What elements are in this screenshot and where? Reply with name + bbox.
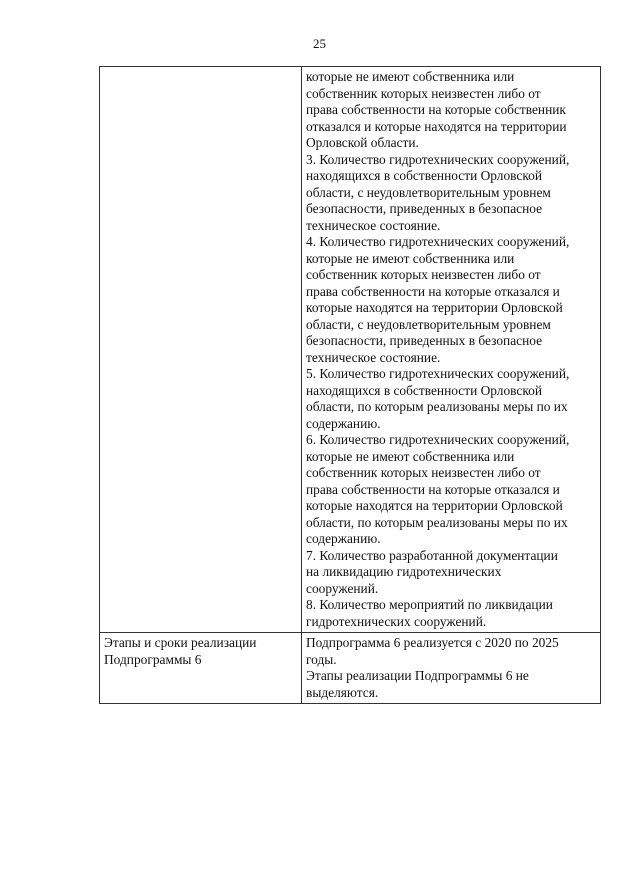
cell-text-line: Орловской области. xyxy=(306,135,419,150)
cell-text-line: собственник которых неизвестен либо от xyxy=(306,465,541,480)
cell-text-line: Подпрограмма 6 реализуется с 2020 по 2025 xyxy=(306,635,559,650)
cell-text-line: которые не имеют собственника или xyxy=(306,250,515,266)
cell-text-line: техническое состояние. xyxy=(306,349,441,365)
row-label-cell xyxy=(100,67,302,633)
row-label-cell xyxy=(100,633,302,704)
cell-text-line: на ликвидацию гидротехнических xyxy=(306,564,502,579)
cell-text-line: безопасности, приведенных в безопасное xyxy=(306,201,543,216)
cell-text-line: 6. Количество гидротехнических сооружений, xyxy=(306,432,570,447)
table-row-indicators xyxy=(100,67,601,633)
cell-text-line: области, по которым реализованы меры по их xyxy=(306,514,568,530)
cell-text-line: области, с неудовлетворительным уровнем xyxy=(306,184,551,200)
cell-text-line: которые не имеют собственника или xyxy=(306,448,515,464)
cell-text-line: области, с неудовлетворительным уровнем xyxy=(306,316,551,332)
cell-text-line: Подпрограммы 6 xyxy=(104,651,202,667)
cell-text-line: отказался и которые находятся на территории xyxy=(306,118,567,134)
cell-text-line: находящихся в собственности Орловской xyxy=(306,168,543,183)
cell-text-line: выделяются. xyxy=(306,684,379,700)
cell-text-line: Этапы и сроки реализации xyxy=(104,635,257,650)
cell-text-line: 8. Количество мероприятий по ликвидации xyxy=(306,597,553,612)
cell-text-line: техническое состояние. xyxy=(306,217,441,233)
cell-text-line: находящихся в собственности Орловской xyxy=(306,382,543,398)
row-content-cell xyxy=(302,633,601,704)
cell-text-line: годы. xyxy=(306,651,337,667)
cell-text-line: 5. Количество гидротехнических сооружений, xyxy=(306,366,570,381)
page-number: 25 xyxy=(313,36,326,51)
cell-text-line: 3. Количество гидротехнических сооружений, xyxy=(306,151,570,167)
cell-text-line: права собственности на которые отказался и xyxy=(306,481,560,497)
cell-text-line: 4. Количество гидротехнических сооружений, xyxy=(306,234,570,249)
cell-text-line: области, по которым реализованы меры по их xyxy=(306,399,568,414)
cell-text-line: гидротехнических сооружений. xyxy=(306,613,487,629)
cell-text-line: собственник которых неизвестен либо от xyxy=(306,85,541,101)
program-passport-table xyxy=(99,66,601,704)
cell-text-line: которые находятся на территории Орловской xyxy=(306,300,563,315)
cell-text-line: содержанию. xyxy=(306,415,381,431)
cell-text-line: права собственности на которые отказался и xyxy=(306,283,560,299)
row-content-cell xyxy=(302,67,601,633)
cell-text-line: сооружений. xyxy=(306,580,379,596)
cell-text-line: права собственности на которые собственник xyxy=(306,102,566,117)
cell-text-line: которые находятся на территории Орловской xyxy=(306,498,563,513)
cell-text-line: которые не имеют собственника или xyxy=(306,69,515,84)
cell-text-line: содержанию. xyxy=(306,531,381,546)
cell-text-line: Этапы реализации Подпрограммы 6 не xyxy=(306,668,529,683)
cell-text-line: безопасности, приведенных в безопасное xyxy=(306,333,543,348)
cell-text-line: 7. Количество разработанной документации xyxy=(306,547,558,563)
table-row-stages-and-terms xyxy=(100,633,601,704)
cell-text-line: собственник которых неизвестен либо от xyxy=(306,267,541,282)
